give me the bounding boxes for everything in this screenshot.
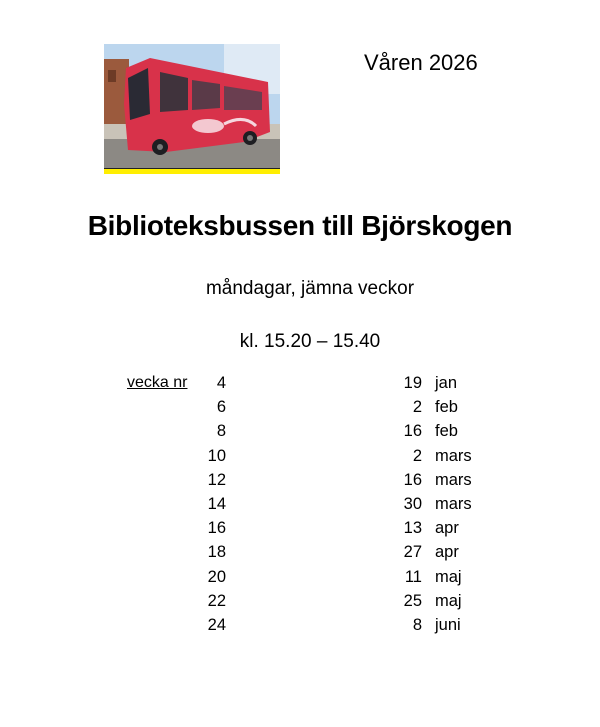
table-row (0, 420, 600, 444)
visit-month: maj (435, 591, 462, 610)
visit-schedule-table (0, 372, 600, 638)
week-number: 8 (216, 422, 226, 441)
week-number: 6 (216, 398, 226, 417)
page-title: Biblioteksbussen till Björskogen (87, 210, 513, 241)
visit-day: 2 (412, 398, 422, 417)
week-number: 12 (207, 470, 226, 489)
visit-day: 27 (403, 543, 422, 562)
visit-day: 19 (403, 374, 422, 392)
week-number: 18 (207, 543, 226, 562)
visit-month: feb (435, 398, 458, 417)
week-number: 4 (216, 374, 226, 392)
visit-month: apr (435, 543, 459, 562)
visit-day: 25 (403, 591, 422, 610)
table-row (0, 445, 600, 469)
visit-day: 16 (403, 422, 422, 441)
week-number: 14 (207, 494, 226, 513)
visit-month: mars (435, 494, 472, 513)
schedule-time: kl. 15.20 – 15.40 (239, 331, 381, 352)
visit-day: 30 (403, 494, 422, 513)
table-row (0, 541, 600, 565)
table-row (0, 493, 600, 517)
week-number: 10 (207, 446, 226, 465)
table-row (0, 517, 600, 541)
visit-day: 16 (403, 470, 422, 489)
visit-month: maj (435, 567, 462, 586)
visit-day: 8 (412, 615, 422, 634)
visit-month: feb (435, 422, 458, 441)
visit-month: apr (435, 519, 459, 538)
season-label: Våren 2026 (364, 50, 478, 75)
table-row (0, 469, 600, 493)
week-number: 16 (207, 519, 226, 538)
visit-day: 13 (403, 519, 422, 538)
visit-month: mars (435, 470, 472, 489)
table-row (0, 614, 600, 638)
week-number-label: vecka nr (127, 374, 188, 391)
week-number: 20 (207, 567, 226, 586)
visit-month: jan (435, 374, 458, 392)
visit-day: 2 (412, 446, 422, 465)
week-number: 24 (207, 615, 226, 634)
table-row (0, 396, 600, 420)
table-row (0, 566, 600, 590)
visit-month: mars (435, 446, 472, 465)
schedule-days: måndagar, jämna veckor (205, 278, 415, 299)
table-row (0, 590, 600, 614)
table-row (0, 372, 600, 396)
bus-photo (104, 44, 280, 174)
week-number: 22 (207, 591, 226, 610)
visit-month: juni (435, 615, 461, 634)
visit-day: 11 (404, 567, 422, 586)
